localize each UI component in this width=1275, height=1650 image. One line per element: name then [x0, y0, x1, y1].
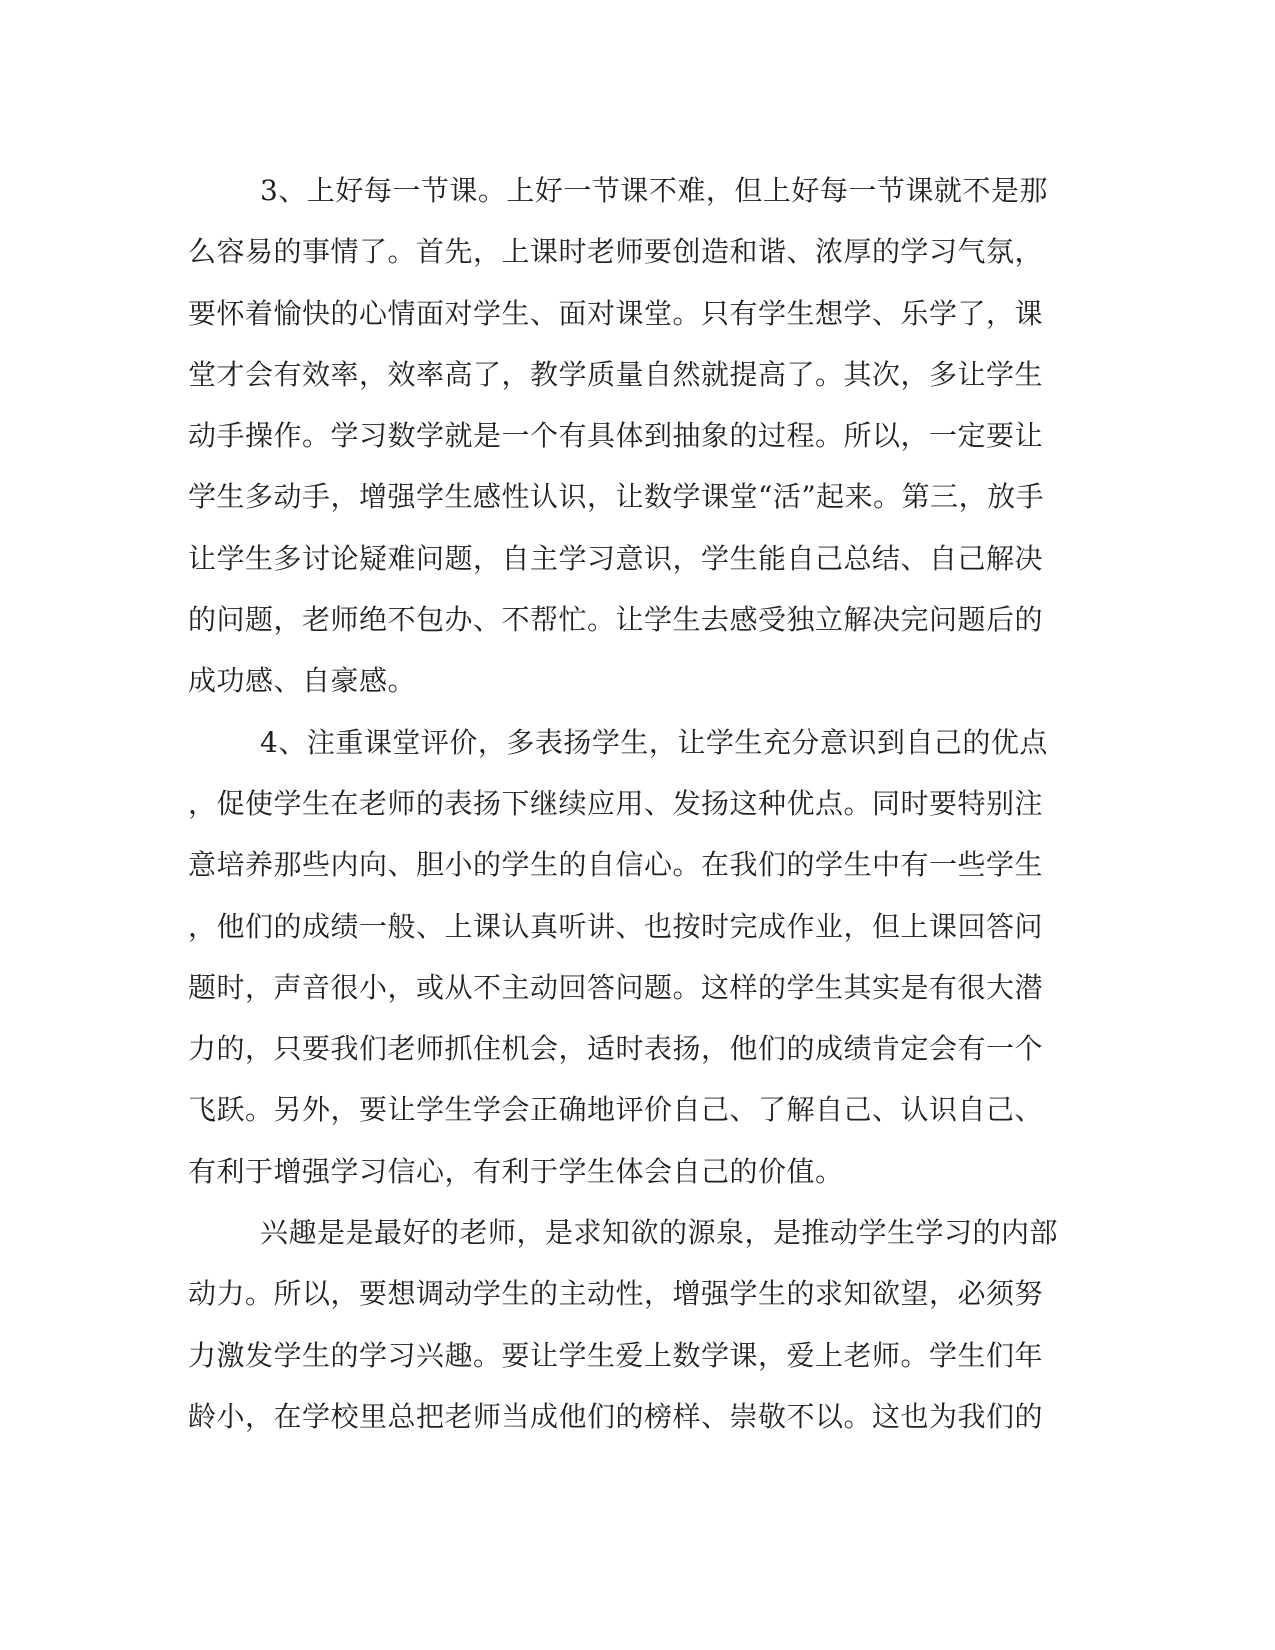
text-line: 3、上好每一节课。上好一节课不难，但上好每一节课就不是那: [260, 174, 1048, 207]
text-line: 龄小，在学校里总把老师当成他们的榜样、崇敬不以。这也为我们的: [188, 1399, 1044, 1433]
text-line: 力激发学生的学习兴趣。要让学生爱上数学课，爱上老师。学生们年: [188, 1338, 1044, 1372]
text-line: 意培养那些内向、胆小的学生的自信心。在我们的学生中有一些学生: [188, 848, 1044, 882]
text-line: 有利于增强学习信心，有利于学生体会自己的价值。: [188, 1154, 844, 1188]
text-line: 兴趣是是最好的老师，是求知欲的源泉，是推动学生学习的内部: [260, 1216, 1059, 1250]
text-line: 让学生多讨论疑难问题，自主学习意识，学生能自己总结、自己解决: [188, 541, 1044, 575]
text-line: 的问题，老师绝不包办、不帮忙。让学生去感受独立解决完问题后的: [188, 603, 1044, 637]
text-line: 题时，声音很小，或从不主动回答问题。这样的学生其实是有很大潜: [188, 970, 1044, 1004]
text-line: 学生多动手，增强学生感性认识，让数学课堂“活”起来。第三，放手: [188, 480, 1045, 514]
text-line: 么容易的事情了。首先，上课时老师要创造和谐、浓厚的学习气氛，: [188, 235, 1044, 269]
text-line: ，他们的成绩一般、上课认真听讲、也按时完成作业，但上课回答问: [188, 909, 1044, 943]
document-body: [188, 160, 1088, 1447]
text-line: 堂才会有效率，效率高了，教学质量自然就提高了。其次，多让学生: [188, 357, 1044, 391]
text-line: ，促使学生在老师的表扬下继续应用、发扬这种优点。同时要特别注: [188, 786, 1044, 820]
paragraph-4-classroom-evaluation: [188, 712, 1088, 1202]
text-line: 力的，只要我们老师抓住机会，适时表扬，他们的成绩肯定会有一个: [188, 1032, 1044, 1066]
text-line: 飞跃。另外，要让学生学会正确地评价自己、了解自己、认识自己、: [188, 1093, 1044, 1127]
text-line: 成功感、自豪感。: [188, 664, 417, 698]
text-line: 动手操作。学习数学就是一个有具体到抽象的过程。所以，一定要让: [188, 419, 1044, 453]
paragraph-3-class-teaching: [188, 160, 1088, 712]
text-line: 动力。所以，要想调动学生的主动性，增强学生的求知欲望，必须努: [188, 1277, 1044, 1311]
paragraph-interest: [188, 1202, 1088, 1447]
text-line: 4、注重课堂评价，多表扬学生，让学生充分意识到自己的优点: [260, 725, 1048, 759]
text-line: 要怀着愉快的心情面对学生、面对课堂。只有学生想学、乐学了，课: [188, 296, 1044, 330]
